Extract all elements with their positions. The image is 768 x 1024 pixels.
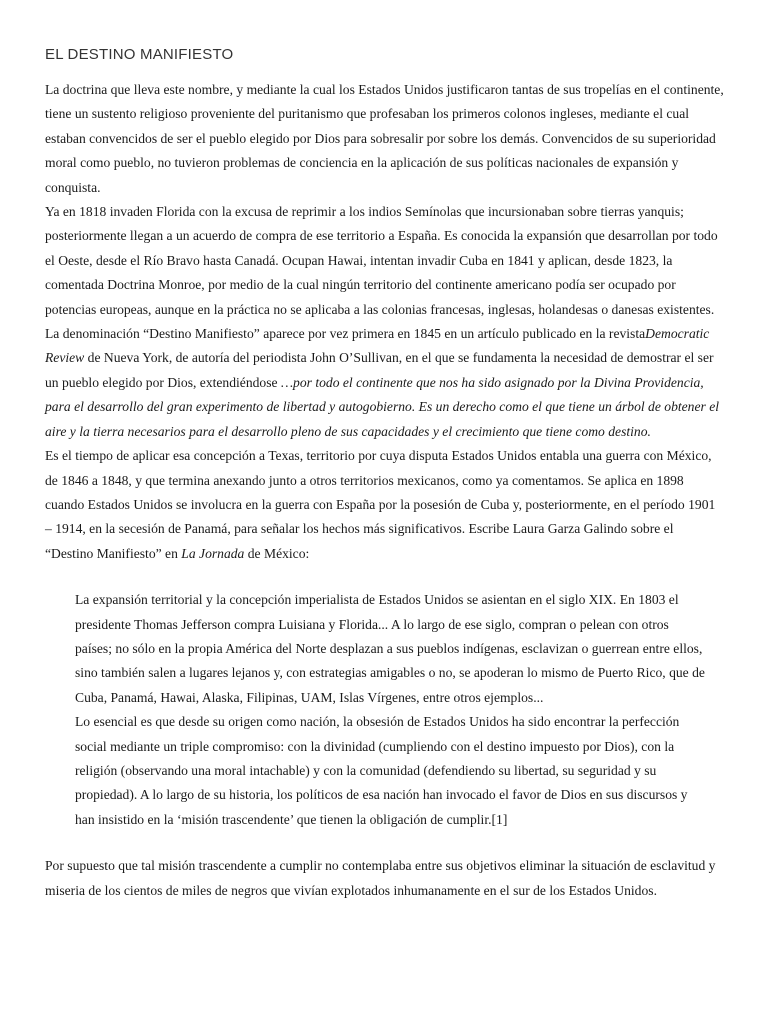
paragraph-texas-text-2: de México: (244, 545, 310, 561)
paragraph-denomination (45, 322, 725, 444)
osullivan-quote: …por todo el continente que nos ha sido asignado por la Divina Providencia, para el desarrollo del gran experimento de libertad y autogobierno. Es un derecho como el que tiene un árbol de obtener el aire y la tierra necesarios para el desarrollo pleno de sus capacidades y el crecimiento que tiene como destino. (45, 374, 720, 439)
paragraph-slavery: Por supuesto que tal misión trascendente a cumplir no contemplaba entre sus objetivos eliminar la situación de esclavitud y miseria de los cientos de miles de negros que vivían explotados inhumanamente en el sur de los Estados Unidos. (45, 858, 716, 898)
paragraph-expansion: Ya en 1818 invaden Florida con la excusa de reprimir a los indios Semínolas que incursionaban sobre tierras yanquis; posteriormente llegan a un acuerdo de compra de ese territorio a España. Es conocida la expansión que desarrollan por todo el Oeste, desde el Río Bravo hasta Canadá. Ocupan Hawai, intentan invadir Cuba en 1841 y aplican, desde 1823, la comentada Doctrina Monroe, por medio de la cual ningún territorio del continente americano podía ser ocupado por potencias europeas, aunque en la práctica no se aplicaba a las colonias francesas, inglesas, holandesas o danesas existentes. (45, 204, 718, 317)
paragraph-texas-text: Es el tiempo de aplicar esa concepción a Texas, territorio por cuya disputa Estados Unidos entabla una guerra con México, de 1846 a 1848, y que termina anexando junto a otros territorios mexicanos, como ya comentamos. Se aplica en 1898 cuando Estados Unidos se involucra en la guerra con España por la posesión de Cuba y, posteriormente, en el período 1901 – 1914, en la secesión de Panamá, para señalar los hechos más significativos. Escribe Laura Garza Galindo sobre el “Destino Manifiesto” en (45, 448, 716, 561)
newspaper-title: La Jornada (181, 545, 245, 561)
document-title: EL DESTINO MANIFIESTO (45, 46, 234, 63)
quote-paragraph-1: La expansión territorial y la concepción imperialista de Estados Unidos se asientan en el siglo XIX. En 1803 el presidente Thomas Jefferson compra Luisiana y Florida... A lo largo de ese siglo, compran o pelean con otros países; no sólo en la propia América del Norte desplazan a sus pueblos indígenas, esclavizan o guerrean entre ellos, sino también salen a lugares lejanos y, con estrategias amigables o no, se apoderan lo mismo de Puerto Rico, que de Cuba, Panamá, Hawai, Alaska, Filipinas, UAM, Islas Vírgenes, entre otros ejemplos... (75, 592, 705, 705)
paragraph-denomination-text-2: de Nueva York, de autoría del periodista John O’Sullivan, en el que se fundamenta la necesidad de demostrar el ser un pueblo elegido por Dios, extendiéndose (45, 350, 714, 390)
paragraph-denomination-text: La denominación “Destino Manifiesto” aparece por vez primera en 1845 en un artículo publicado en la revista (45, 326, 646, 342)
document-body (45, 78, 725, 903)
block-quote (75, 588, 705, 832)
magazine-title: Democratic Review (45, 326, 710, 366)
paragraph-texas (45, 444, 725, 566)
paragraph-intro: La doctrina que lleva este nombre, y mediante la cual los Estados Unidos justificaron tantas de sus tropelías en el continente, tiene un sustento religioso proveniente del puritanismo que profesaban los primeros colonos ingleses, mediante el cual estaban convencidos de ser el pueblo elegido por Dios para sobresalir por sobre los demás. Convencidos de su superioridad moral como pueblo, no tuvieron problemas de conciencia en la aplicación de sus políticas nacionales de expansión y conquista. (45, 82, 724, 195)
quote-paragraph-2: Lo esencial es que desde su origen como nación, la obsesión de Estados Unidos ha sido encontrar la perfección social mediante un triple compromiso: con la divinidad (cumpliendo con el destino impuesto por Dios), con la religión (observando una moral intachable) y con la comunidad (defendiendo su libertad, su seguridad y su propiedad). A lo largo de su historia, los políticos de esa nación han invocado el favor de Dios en sus discursos y han insistido en la ‘misión trascendente’ que tienen la obligación de cumplir.[1] (75, 714, 688, 827)
